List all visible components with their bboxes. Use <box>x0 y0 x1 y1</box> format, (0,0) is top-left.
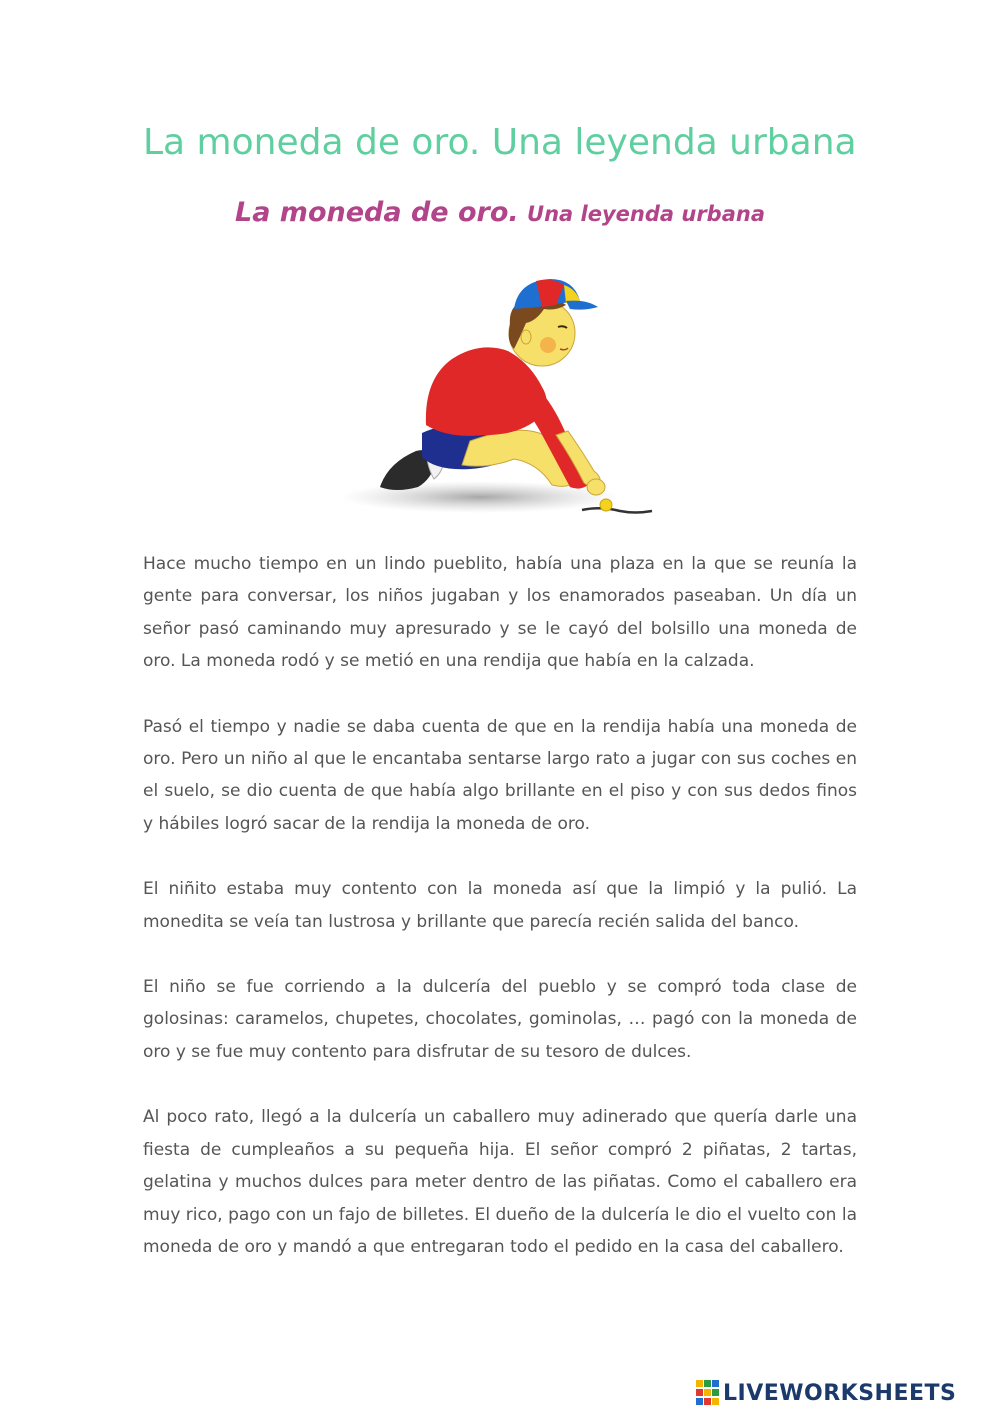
liveworksheets-branding[interactable] <box>696 1378 956 1408</box>
boy-picking-up-coin-illustration <box>330 275 670 530</box>
subtitle-part-1: La moneda de oro. <box>234 197 519 228</box>
subtitle-part-2: Una leyenda urbana <box>527 202 765 226</box>
story-paragraph: El niño se fue corriendo a la dulcería del pueblo y se compró toda clase de golosinas: caramelos, chupetes, chocolates, gominolas, … pagó con la moneda de oro y se fue muy contento para disfrutar de su tesoro de dulces. <box>143 977 857 1062</box>
brand-name: LIVEWORKSHEETS <box>723 1380 957 1406</box>
page-subtitle <box>0 197 1000 228</box>
page-title: La moneda de oro. Una leyenda urbana <box>143 122 857 163</box>
story-paragraph: Pasó el tiempo y nadie se daba cuenta de que en la rendija había una moneda de oro. Pero un niño al que le encantaba sentarse largo rato a jugar con sus coches en el suelo, se dio cuenta de que había algo brillante en el piso y con sus dedos finos y hábiles logró sacar de la rendija la moneda de oro. <box>143 716 857 834</box>
story-paragraph: Al poco rato, llegó a la dulcería un caballero muy adinerado que quería darle una fiesta de cumpleaños a su pequeña hija. El señor compró 2 piñatas, 2 tartas, gelatina y muchos dulces para meter dentro de las piñatas. Como el caballero era muy rico, pago con un fajo de billetes. El dueño de la dulcería le dio el vuelto con la moneda de oro y mandó a que entregaran todo el pedido en la casa del caballero. <box>143 1107 857 1257</box>
story-text <box>143 548 857 1296</box>
story-paragraph: El niñito estaba muy contento con la moneda así que la limpió y la pulió. La monedita se veía tan lustrosa y brillante que parecía recién salida del banco. <box>143 879 857 932</box>
story-paragraph: Hace mucho tiempo en un lindo pueblito, había una plaza en la que se reunía la gente para conversar, los niños jugaban y los enamorados paseaban. Un día un señor pasó caminando muy apresurado y se le cayó del bolsillo una moneda de oro. La moneda rodó y se metió en una rendija que había en la calzada. <box>143 554 857 672</box>
liveworksheets-logo-icon <box>696 1380 720 1406</box>
